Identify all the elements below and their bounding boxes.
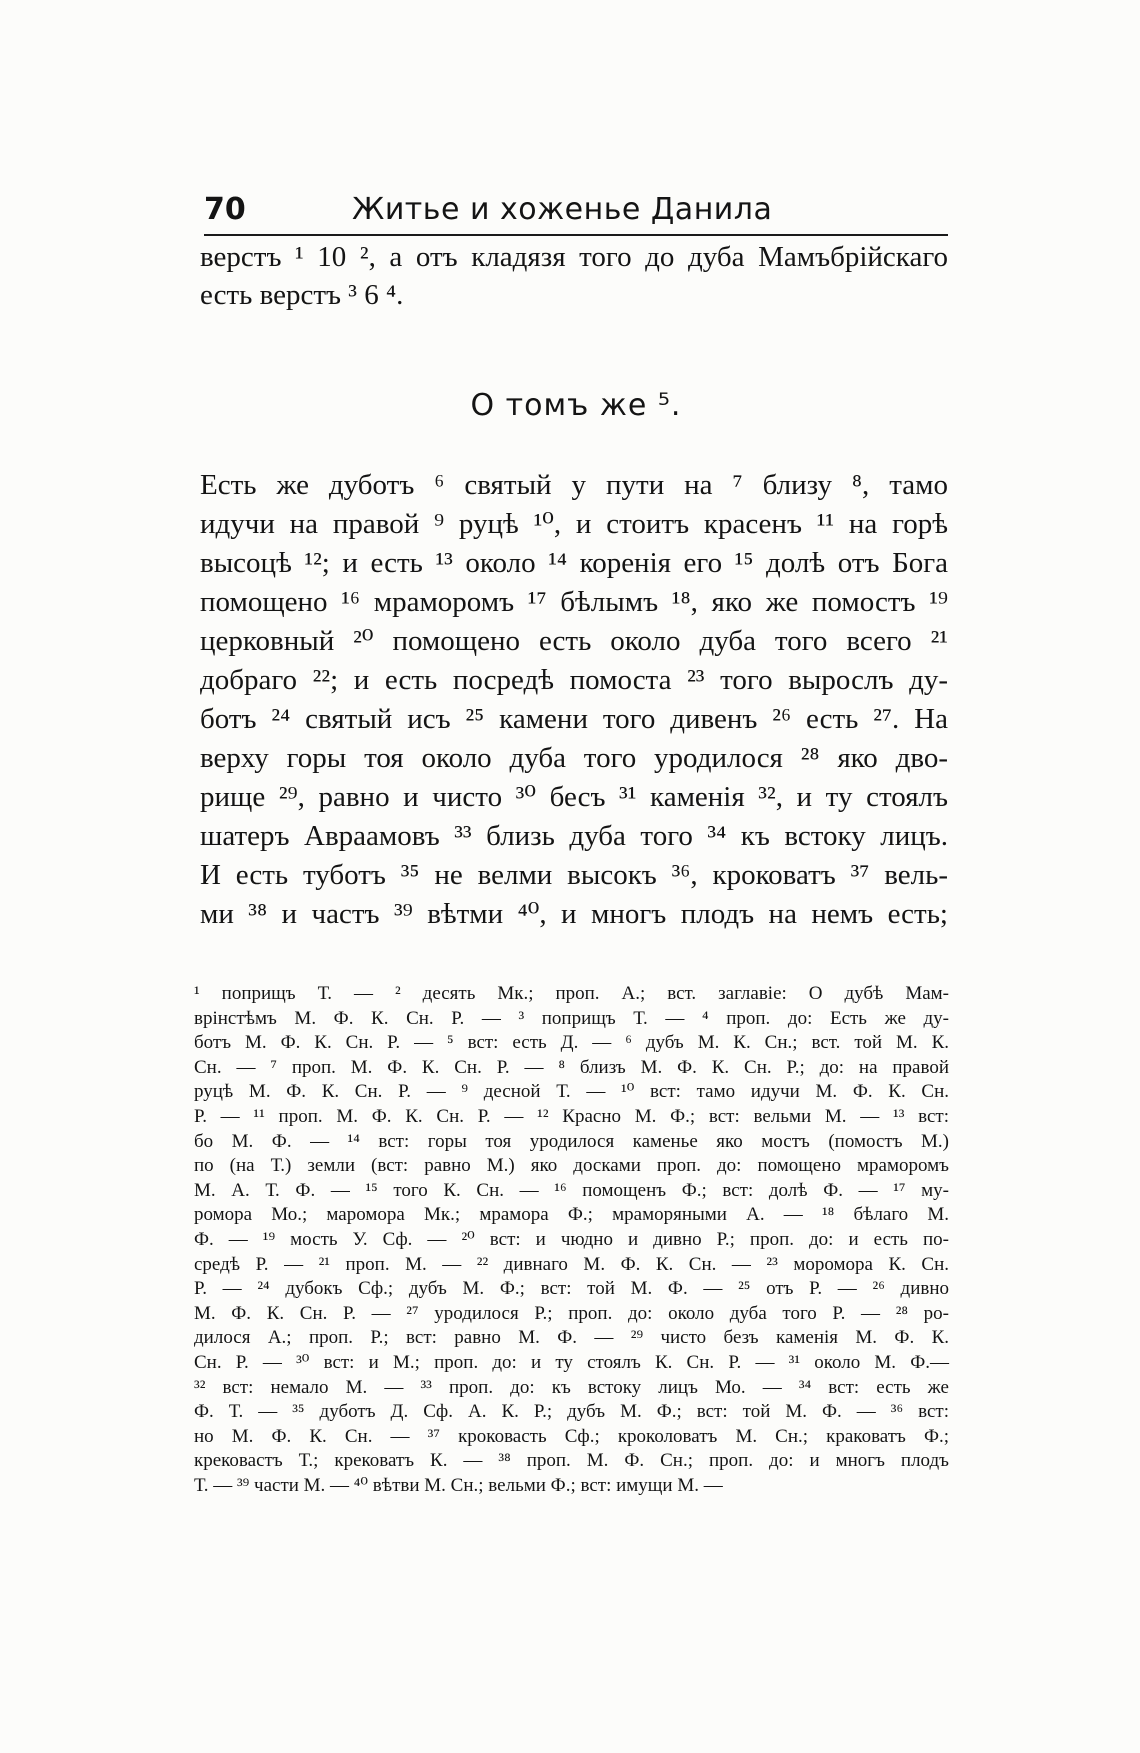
footnote-line: Ф. Т. — ³⁵ дуботъ Д. Сф. А. К. Р.; дубъ М. Ф.; вст: той М. Ф. — ³⁶ вст: bbox=[194, 1401, 949, 1423]
footnote-line: Р. — ²⁴ дубокъ Сф.; дубъ М. Ф.; вст: той М. Ф. — ²⁵ отъ Р. — ²⁶ дивно bbox=[194, 1278, 949, 1300]
footnote-line: Р. — ¹¹ проп. М. Ф. К. Сн. Р. — ¹² Красно М. Ф.; вст: вельми М. — ¹³ вст: bbox=[194, 1106, 949, 1127]
footnote-line: дилося А.; проп. Р.; вст: равно М. Ф. — ²⁹ чисто безъ каменія М. Ф. К. bbox=[194, 1327, 949, 1349]
body-line: Есть же дуботъ ⁶ святый у пути на ⁷ близу ⁸, тамо bbox=[200, 469, 948, 501]
body-line: добраго ²²; и есть посредѣ помоста ²³ того вырослъ ду- bbox=[200, 664, 948, 696]
footnote-line: по (на Т.) земли (вст: равно М.) яко досками проп. до: помощено мраморомъ bbox=[194, 1155, 949, 1177]
header-rule bbox=[204, 234, 948, 236]
body-line: идучи на правой ⁹ руцѣ ¹⁰, и стоитъ красенъ ¹¹ на горѣ bbox=[200, 508, 948, 540]
footnote-line: ботъ М. Ф. К. Сн. Р. — ⁵ вст: есть Д. — ⁶ дубъ М. К. Сн.; вст. той М. К. bbox=[194, 1032, 949, 1054]
body-line: рище ²⁹, равно и чисто ³⁰ бесъ ³¹ каменія ³², и ту стоялъ bbox=[200, 781, 948, 813]
intro-line: есть верстъ ³ 6 ⁴. bbox=[200, 279, 404, 311]
footnote-line: но М. Ф. К. Сн. — ³⁷ кроковасть Сф.; кроколоватъ М. Сн.; краковатъ Ф.; bbox=[194, 1425, 949, 1447]
page-number: 70 bbox=[204, 192, 246, 227]
footnote-line: М. А. Т. Ф. — ¹⁵ того К. Сн. — ¹⁶ помощенъ Ф.; вст: долѣ Ф. — ¹⁷ му- bbox=[194, 1179, 949, 1201]
body-line: церковный ²⁰ помощено есть около дуба того всего ²¹ bbox=[200, 625, 948, 657]
footnote-line: врінстѣмъ М. Ф. К. Сн. Р. — ³ поприщъ Т. — ⁴ проп. до: Есть же ду- bbox=[194, 1007, 949, 1029]
body-line: верху горы тоя около дуба того уродилося ²⁸ яко дво- bbox=[200, 742, 948, 774]
footnote-line: Т. — ³⁹ части М. — ⁴⁰ вѣтви М. Сн.; вельми Ф.; вст: имущи М. — bbox=[194, 1475, 723, 1496]
page-header bbox=[204, 192, 948, 234]
footnote-line: М. Ф. К. Сн. Р. — ²⁷ уродилося Р.; проп. до: около дуба того Р. — ²⁸ ро- bbox=[194, 1302, 949, 1324]
footnote-line: ¹ поприщъ Т. — ² десять Мк.; проп. А.; вст. заглавіе: О дубѣ Мам- bbox=[194, 983, 949, 1004]
footnote-line: средѣ Р. — ²¹ проп. М. — ²² дивнаго М. Ф. К. Сн. — ²³ моромора К. Сн. bbox=[194, 1253, 949, 1275]
footnote-line: ромора Мо.; маромора Мк.; мрамора Ф.; мраморяными А. — ¹⁸ бѣлаго М. bbox=[194, 1204, 949, 1226]
body-line: помощено ¹⁶ мраморомъ ¹⁷ бѣлымъ ¹⁸, яко же помостъ ¹⁹ bbox=[200, 586, 948, 618]
intro-line: верстъ ¹ 10 ², а отъ кладязя того до дуба Мамъбрійскаго bbox=[200, 241, 948, 273]
footnote-line: крековастъ Т.; крековатъ К. — ³⁸ проп. М. Ф. Сн.; проп. до: и многъ плодъ bbox=[194, 1450, 949, 1472]
body-line: ми ³⁸ и частъ ³⁹ вѣтми ⁴⁰, и многъ плодъ на немъ есть; bbox=[200, 898, 948, 930]
body-line: ботъ ²⁴ святый исъ ²⁵ камени того дивенъ ²⁶ есть ²⁷. На bbox=[200, 703, 948, 735]
body-line: высоцѣ ¹²; и есть ¹³ около ¹⁴ коренія его ¹⁵ долѣ отъ Бога bbox=[200, 547, 948, 579]
footnote-line: Ф. — ¹⁹ мость У. Сф. — ²⁰ вст: и чюдно и дивно Р.; проп. до: и есть по- bbox=[194, 1229, 949, 1250]
body-line: шатеръ Авраамовъ ³³ близь дуба того ³⁴ къ встоку лицъ. bbox=[200, 820, 948, 852]
running-title: Житье и хоженье Данила bbox=[352, 192, 773, 227]
footnote-line: Сн. Р. — ³⁰ вст: и М.; проп. до: и ту стоялъ К. Сн. Р. — ³¹ около М. Ф.— bbox=[194, 1352, 949, 1373]
footnote-line: ³² вст: немало М. — ³³ проп. до: къ встоку лицъ Мо. — ³⁴ вст: есть же bbox=[194, 1376, 949, 1398]
body-line: И есть туботъ ³⁵ не велми высокъ ³⁶, кроковатъ ³⁷ вель- bbox=[200, 859, 948, 891]
section-heading: О томъ же ⁵. bbox=[470, 388, 682, 423]
footnote-line: бо М. Ф. — ¹⁴ вст: горы тоя уродилося каменье яко мостъ (помостъ М.) bbox=[194, 1130, 949, 1152]
footnote-line: Сн. — ⁷ проп. М. Ф. К. Сн. Р. — ⁸ близъ М. Ф. К. Сн. Р.; до: на правой bbox=[194, 1056, 949, 1078]
footnote-line: руцѣ М. Ф. К. Сн. Р. — ⁹ десной Т. — ¹⁰ вст: тамо идучи М. Ф. К. Сн. bbox=[194, 1081, 949, 1103]
